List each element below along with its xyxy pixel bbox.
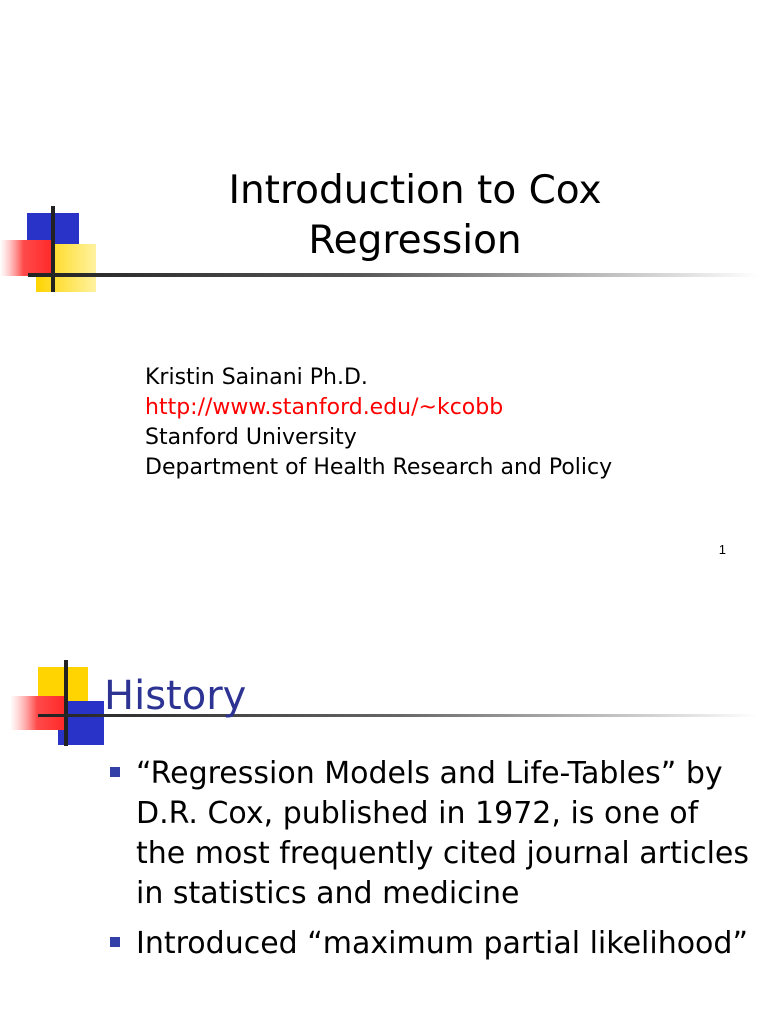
bullet-square-icon — [110, 937, 120, 947]
deco-red-square — [10, 696, 64, 730]
deco-red-square — [0, 240, 52, 276]
department: Department of Health Research and Policy — [145, 455, 613, 480]
author-name: Kristin Sainani Ph.D. — [145, 365, 368, 390]
deco-vertical-line — [51, 206, 55, 292]
title-line-2: Regression — [308, 218, 522, 263]
page-number: 1 — [718, 542, 726, 557]
deco-vertical-line — [64, 660, 68, 746]
slide-title — [120, 166, 710, 266]
bullet-item — [106, 754, 756, 914]
deco-horizontal-rule — [28, 273, 758, 277]
bullet-item — [106, 924, 756, 964]
bullet-list — [106, 754, 756, 974]
bullet-text: “Regression Models and Life-Tables” by D.R. Cox, published in 1972, is one of the most frequently cited journal articles in statistics and medicine — [136, 756, 750, 911]
bullet-square-icon — [110, 767, 120, 777]
institution: Stanford University — [145, 425, 357, 450]
bullet-text: Introduced “maximum partial likelihood” — [136, 926, 748, 961]
author-block — [145, 363, 612, 483]
author-url-link[interactable]: http://www.stanford.edu/~kcobb — [145, 395, 504, 420]
slide-title: History — [104, 673, 247, 719]
title-line-1: Introduction to Cox — [228, 168, 602, 213]
history-slide — [0, 612, 768, 1024]
